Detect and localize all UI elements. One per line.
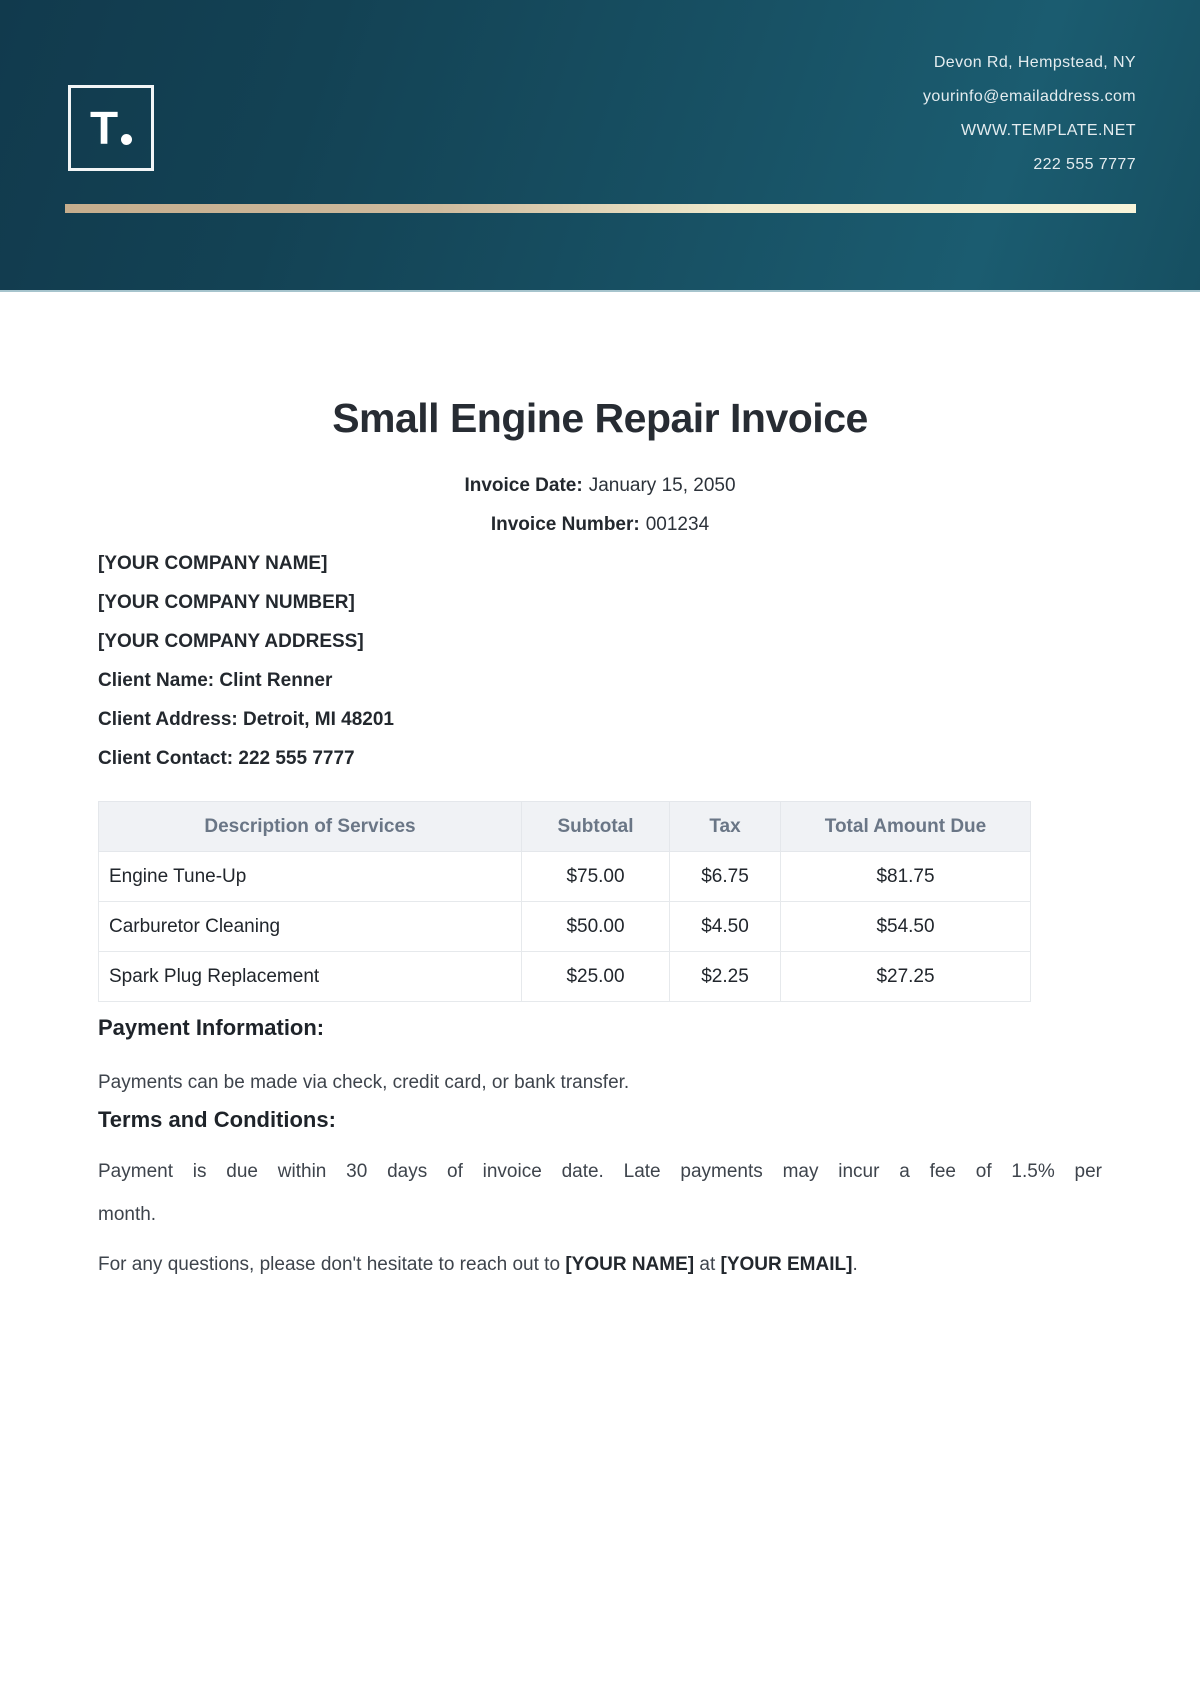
contact-note-name: [YOUR NAME] [565, 1254, 695, 1275]
payment-info-text: Payments can be made via check, credit card, or bank transfer. [98, 1072, 630, 1093]
col-header-tax: Tax [670, 802, 781, 852]
invoice-meta-block [98, 466, 1102, 778]
invoice-date-label: Invoice Date: [464, 475, 583, 496]
header-accent-line [65, 204, 1136, 213]
cell-tax: $4.50 [670, 902, 781, 952]
page-header [0, 0, 1200, 292]
contact-note-suffix: . [852, 1254, 858, 1275]
terms-heading: Terms and Conditions: [98, 1107, 336, 1132]
client-name-line: Client Name: Clint Renner [98, 670, 333, 691]
terms-text-line1: Payment is due within 30 days of invoice date. Late payments may incur a fee of 1.5% per [98, 1161, 1102, 1182]
invoice-number-line [98, 505, 1102, 544]
contact-note-email: [YOUR EMAIL] [720, 1254, 853, 1275]
company-logo [68, 85, 154, 171]
table-row [99, 852, 1031, 902]
invoice-number-label: Invoice Number: [490, 514, 640, 535]
contact-note [98, 1252, 1102, 1278]
client-contact-line: Client Contact: 222 555 7777 [98, 748, 355, 769]
logo-mark-icon [89, 102, 132, 154]
table-header-row [99, 802, 1031, 852]
contact-note-middle: at [694, 1254, 721, 1275]
table-row [99, 952, 1031, 1002]
invoice-number-value: 001234 [645, 514, 710, 535]
logo-dot [121, 134, 132, 145]
cell-tax: $6.75 [670, 852, 781, 902]
cell-subtotal: $25.00 [522, 952, 670, 1002]
contact-website: WWW.TEMPLATE.NET [961, 122, 1136, 139]
cell-total: $27.25 [781, 952, 1031, 1002]
cell-total: $54.50 [781, 902, 1031, 952]
col-header-description: Description of Services [99, 802, 522, 852]
invoice-date-value: January 15, 2050 [588, 475, 736, 496]
cell-total: $81.75 [781, 852, 1031, 902]
payment-info-heading: Payment Information: [98, 1015, 325, 1040]
logo-letter: T [89, 102, 119, 154]
client-address-line: Client Address: Detroit, MI 48201 [98, 709, 394, 730]
cell-tax: $2.25 [670, 952, 781, 1002]
cell-description: Carburetor Cleaning [99, 902, 522, 952]
col-header-total: Total Amount Due [781, 802, 1031, 852]
header-contact-block [923, 46, 1136, 182]
invoice-body [0, 394, 1200, 1278]
cell-description: Engine Tune-Up [99, 852, 522, 902]
company-name-line: [YOUR COMPANY NAME] [98, 553, 328, 574]
contact-phone: 222 555 7777 [1033, 156, 1136, 173]
col-header-subtotal: Subtotal [522, 802, 670, 852]
terms-text-line2: month. [98, 1204, 157, 1225]
contact-address: Devon Rd, Hempstead, NY [933, 54, 1136, 71]
cell-subtotal: $75.00 [522, 852, 670, 902]
cell-description: Spark Plug Replacement [99, 952, 522, 1002]
contact-email: yourinfo@emailaddress.com [923, 88, 1136, 105]
contact-note-prefix: For any questions, please don't hesitate to reach out to [98, 1254, 566, 1275]
terms-text [98, 1150, 1102, 1236]
page-title: Small Engine Repair Invoice [332, 395, 868, 441]
invoice-date-line [98, 466, 1102, 505]
company-number-line: [YOUR COMPANY NUMBER] [98, 592, 355, 613]
company-address-line: [YOUR COMPANY ADDRESS] [98, 631, 364, 652]
cell-subtotal: $50.00 [522, 902, 670, 952]
table-row [99, 902, 1031, 952]
services-table [98, 801, 1031, 1002]
